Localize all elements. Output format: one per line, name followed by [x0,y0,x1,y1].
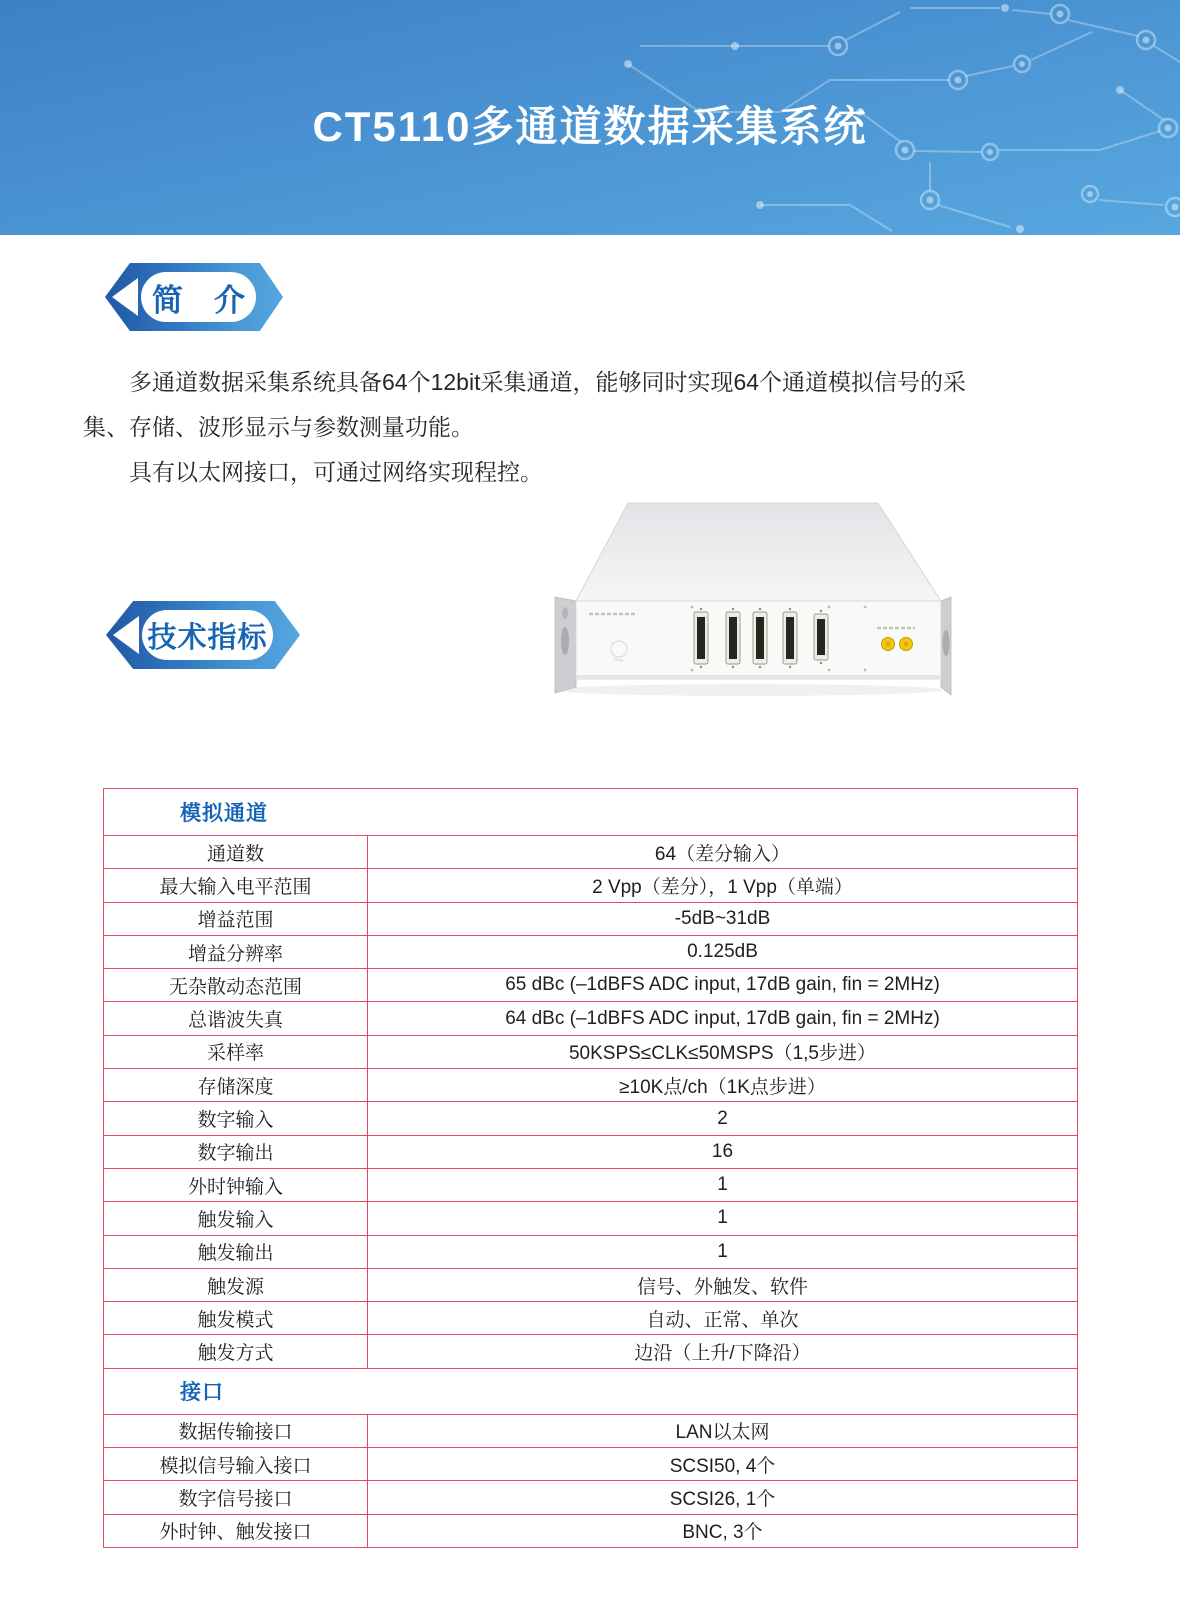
intro-line: 多通道数据采集系统具备64个12bit采集通道，能够同时实现64个通道模拟信号的采 [129,369,967,395]
spec-row [104,1168,1077,1201]
specs-section-badge [106,601,300,669]
specs-badge-label: 技术指标 [142,610,273,660]
spec-label: 触发方式 [104,1335,368,1367]
spec-row [104,1035,1077,1068]
spec-value: ≥10K点/ch（1K点步进） [619,1076,826,1098]
spec-label: 增益分辨率 [104,936,368,968]
spec-row [104,1135,1077,1168]
spec-label: 数据传输接口 [104,1415,368,1447]
spec-value: 自动、正常、单次 [646,1309,799,1331]
spec-value: LAN以太网 [675,1422,770,1444]
spec-value: 2 [717,1107,728,1129]
spec-value: 1 [717,1240,728,1262]
intro-text [83,360,1085,495]
spec-row [104,1334,1077,1367]
spec-label: 通道数 [104,836,368,868]
spec-label: 外时钟输入 [104,1169,368,1201]
spec-value: 0.125dB [687,941,758,963]
spec-label: 触发输入 [104,1202,368,1234]
spec-section-title-row [104,789,1077,835]
spec-value: 16 [711,1140,734,1162]
spec-row [104,1268,1077,1301]
spec-section-title-row [104,1368,1077,1414]
spec-row [104,1480,1077,1513]
page-title: CT5110多通道数据采集系统 [312,103,868,150]
spec-value: SCSI26, 1个 [669,1488,776,1510]
intro-badge-label: 简 介 [141,272,256,322]
spec-label: 采样率 [104,1036,368,1068]
spec-row [104,868,1077,901]
spec-value: 1 [717,1174,728,1196]
spec-row [104,1235,1077,1268]
spec-row [104,902,1077,935]
spec-value: 2 Vpp（差分），1 Vpp（单端） [592,876,853,898]
spec-table [103,788,1078,1548]
spec-section-title: 接口 [180,1381,224,1405]
spec-value: 边沿（上升/下降沿） [634,1343,811,1365]
device-photo [543,501,953,697]
spec-value: 信号、外触发、软件 [636,1276,808,1298]
spec-row [104,1068,1077,1101]
spec-label: 外时钟、触发接口 [104,1515,368,1547]
spec-row [104,1101,1077,1134]
spec-row [104,1201,1077,1234]
spec-value: 1 [717,1207,728,1229]
spec-value: 64（差分输入） [654,843,791,865]
spec-label: 总谐波失真 [104,1002,368,1034]
spec-label: 最大输入电平范围 [104,869,368,901]
spec-label: 触发输出 [104,1236,368,1268]
spec-row [104,1447,1077,1480]
spec-value: SCSI50, 4个 [669,1455,776,1477]
spec-label: 无杂散动态范围 [104,969,368,1001]
spec-label: 数字信号接口 [104,1481,368,1513]
spec-row [104,1301,1077,1334]
intro-line: 具有以太网接口，可通过网络实现程控。 [129,459,543,485]
spec-label: 触发模式 [104,1302,368,1334]
intro-line: 集、存储、波形显示与参数测量功能。 [83,414,474,440]
spec-label: 增益范围 [104,903,368,935]
spec-label: 存储深度 [104,1069,368,1101]
spec-value: 64 dBc (–1dBFS ADC input, 17dB gain, fin = 2MHz) [505,1007,940,1029]
spec-row [104,968,1077,1001]
spec-row [104,1414,1077,1447]
spec-label: 触发源 [104,1269,368,1301]
spec-row [104,1514,1077,1547]
spec-value: BNC, 3个 [682,1522,763,1544]
spec-value: -5dB~31dB [674,907,771,929]
spec-row [104,835,1077,868]
spec-section-title: 模拟通道 [180,802,268,825]
spec-label: 数字输出 [104,1136,368,1168]
spec-label: 数字输入 [104,1102,368,1134]
spec-row [104,935,1077,968]
header-banner [0,0,1180,235]
spec-label: 模拟信号输入接口 [104,1448,368,1480]
spec-value: 65 dBc (–1dBFS ADC input, 17dB gain, fin = 2MHz) [505,974,940,996]
spec-value: 50KSPS≤CLK≤50MSPS（1,5步进） [568,1043,877,1065]
spec-row [104,1001,1077,1034]
intro-section-badge [105,263,283,331]
